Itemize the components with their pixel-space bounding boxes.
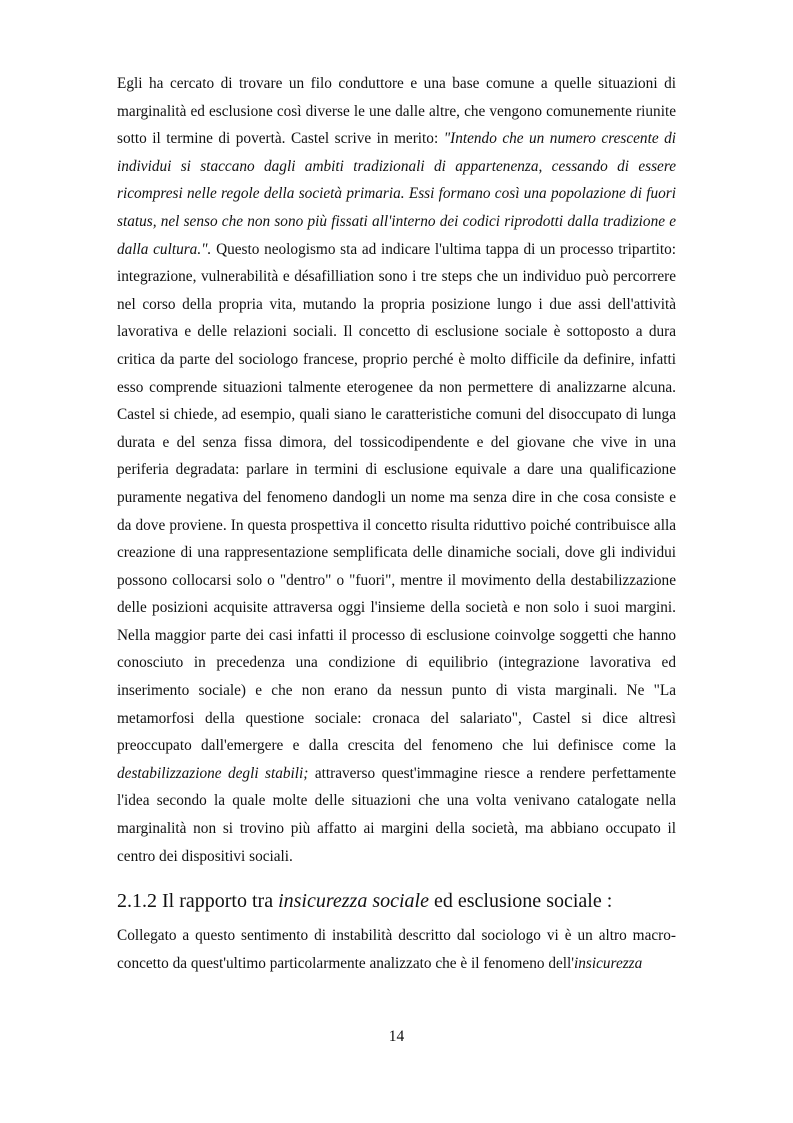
page-number: 14 — [388, 1028, 405, 1045]
paragraph-middle: Questo neologismo sta ad indicare l'ultima tappa di un processo tripartito: integrazione, vulnerabilità e désafilliation sono i tre steps che un individuo può percorrere nel corso della propria vita, mutando la propria posizione lungo i due assi dell'attività lavorativa e delle relazioni sociali. Il concetto di esclusione sociale è sottoposto a dura critica da parte del sociologo francese, proprio perché è molto difficile da definire, infatti esso comprende situazioni talmente eterogenee da non permettere di analizzarne alcuna. Castel si chiede, ad esempio, quali siano le caratteristiche comuni del disoccupato di lunga durata e del senza fissa dimora, del tossicodipendente e del giovane che vive in una periferia degradata: parlare in termini di esclusione equivale a dare una qualificazione puramente negativa del fenomeno dandogli un nome ma senza dire in che cosa consiste e da dove proviene. In questa prospettiva il concetto risulta riduttivo poiché contribuisce alla creazione di una rappresentazione semplificata delle dinamiche sociali, dove gli individui possono collocarsi solo o "dentro" o "fuori", mentre il movimento della destabilizzazione delle posizioni acquisite attraversa oggi l'insieme della società e non solo i suoi margini. Nella maggior parte dei casi infatti il processo di esclusione coinvolge soggetti che hanno conosciuto in precedenza una condizione di equilibrio (integrazione lavorativa ed inserimento sociale) e che non erano da nessun punto di vista marginali. Ne "La metamorfosi della questione sociale: cronaca del salariato", Castel si dice altresì preoccupato dall'emergere e dalla crescita del fenomeno che lui definisce come la — [117, 240, 677, 755]
term-destabilizzazione: destabilizzazione degli stabili; — [117, 764, 309, 782]
paragraph-intro: Egli ha cercato di trovare un filo conduttore e una base comune a quelle situazioni di marginalità ed esclusione così diverse le une dalle altre, che vengono comunemente riunite sotto il termine di povertà. Castel scrive in merito: — [117, 75, 676, 148]
paragraph2-italic: insicurezza — [574, 954, 643, 972]
section-heading — [117, 888, 676, 914]
heading-rest: ed esclusione sociale : — [429, 890, 613, 913]
castel-quote: "Intendo che un numero crescente di individui si staccano dagli ambiti tradizionali di appartenenza, cessando di essere ricompresi nelle regole della società primaria. Essi formano così una popolazione di fuori status, nel senso che non sono più fissati all'interno dei codici riprodotti dalla tradizione e dalla cultura.". — [117, 130, 676, 258]
paragraph-end: attraverso quest'immagine riesce a rendere perfettamente l'idea secondo la quale molte delle situazioni che una volta venivano catalogate nella marginalità non si trovino più affatto ai margini della società, ma abbiano occupato il centro dei dispositivi sociali. — [117, 764, 676, 865]
paragraph-castel-exclusion — [117, 70, 676, 870]
heading-italic: insicurezza sociale — [278, 890, 429, 913]
heading-start: 2.1.2 Il rapporto tra — [117, 890, 279, 913]
page-content — [117, 70, 676, 977]
paragraph-insicurezza — [117, 922, 676, 977]
paragraph2-text: Collegato a questo sentimento di instabilità descritto dal sociologo vi è un altro macro-concetto da quest'ultimo particolarmente analizzato che è il fenomeno dell' — [117, 927, 676, 972]
